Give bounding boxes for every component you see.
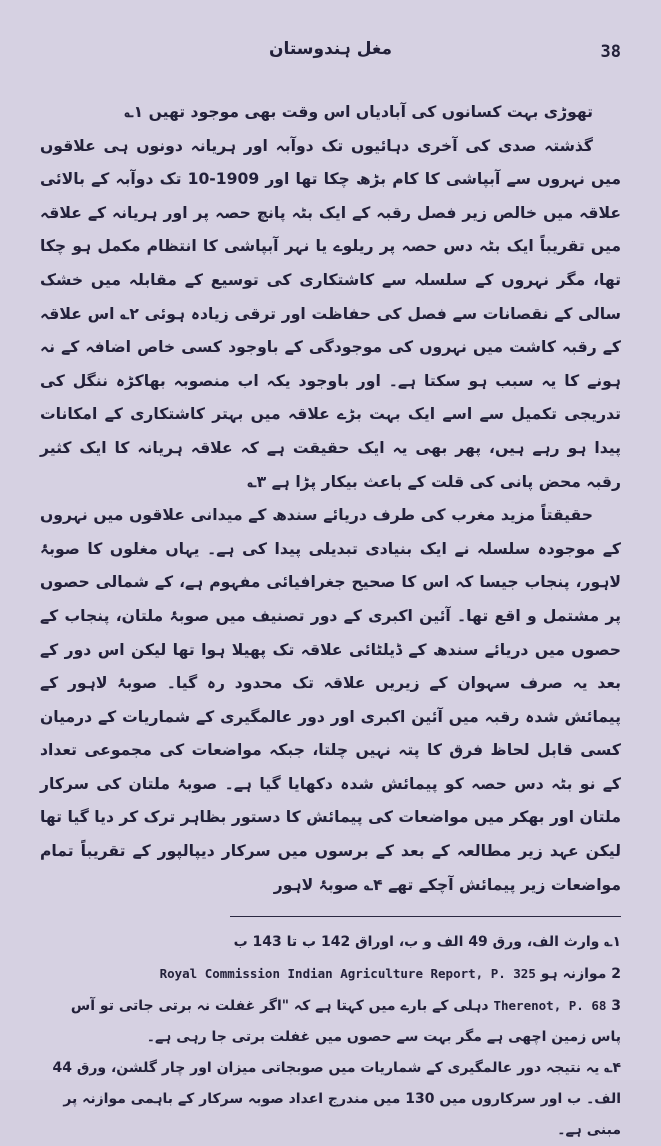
- footnote: [40, 958, 621, 990]
- footnote-marker: ۴؎: [604, 1060, 621, 1077]
- footnote: [40, 927, 621, 958]
- footnote-marker: ۱؎: [604, 934, 621, 951]
- paragraph: تھوڑی بہت کسانوں کی آبادیاں اس وقت بھی موجود تھیں ۱؎: [124, 103, 593, 121]
- running-title: مغل ہندوستان: [268, 39, 393, 59]
- footnote: [40, 1053, 621, 1146]
- footnote-citation: Therenot, P. 68: [493, 998, 607, 1014]
- footnote: [40, 990, 621, 1053]
- footnote-text: موازنہ ہو: [540, 966, 607, 983]
- page-header: [40, 38, 621, 72]
- footnotes: [40, 927, 621, 1146]
- footnote-text: وارث الف، ورق 49 الف و ب، اوراق 142 ب تا 143 ب: [233, 934, 600, 951]
- footnote-divider: [230, 916, 621, 917]
- footnote-citation: Royal Commission Indian Agriculture Report, P. 325: [159, 966, 536, 982]
- footnote-text: دہلی کے بارے میں کہتا ہے کہ "اگر غفلت نہ برتی جاتی تو آس پاس زمین اچھی ہے مگر بہت سے حصوں میں غفلت برتی جا رہی ہے۔: [70, 998, 621, 1046]
- page-number: 38: [600, 42, 621, 62]
- footnote-text: یہ نتیجہ دور عالمگیری کے شماریات میں صوبجاتی میزان اور چار گلشن، ورق 44 الف۔ ب اور سرکاروں میں 130 میں مندرج اعداد صوبہ سرکار کے باہمی موازنہ پر مبنی ہے۔: [52, 1060, 621, 1139]
- main-text: [40, 96, 621, 902]
- footnote-marker: 2: [611, 966, 621, 983]
- footnote-marker: 3: [611, 998, 621, 1015]
- paragraph: حقیقتاً مزید مغرب کی طرف دریائے سندھ کے میدانی علاقوں میں نہروں کے موجودہ سلسلہ نے ایک بنیادی تبدیلی پیدا کی ہے۔ یہاں مغلوں کا صوبۂ لاہور، پنجاب جیسا کہ اس کا صحیح جغرافیائی مفہوم ہے، کے شمالی حصوں پر مشتمل و اقع تھا۔ آئین اکبری کے دور تصنیف میں صوبۂ ملتان، پنجاب کے حصوں میں دریائے سندھ کے ڈیلٹائی علاقہ تک پھیلا ہوا تھا لیکن اس دور کے بعد یہ صرف سہوان کے زیریں علاقہ تک محدود رہ گیا۔ صوبۂ لاہور کے پیمائش شدہ رقبہ میں آئین اکبری اور دور عالمگیری کے شماریات کے درمیان کسی قابل لحاظ فرق کا پتہ نہیں چلتا، جبکہ مواضعات کی مجموعی تعداد کے نو بٹہ دس حصہ کو پیمائش شدہ دکھایا گیا ہے۔ صوبۂ ملتان کی سرکار ملتان اور بھکر میں مواضعات کی پیمائش کا دستور بظاہر ترک کر دیا گیا تھا لیکن عہد زیر مطالعہ کے بعد کے برسوں میں سرکار دیپالپور کے تقریباً تمام مواضعات زیر پیمائش آچکے تھے ۴؎ صوبۂ لاہور: [40, 506, 621, 894]
- paragraph: گذشتہ صدی کی آخری دہائیوں تک دوآبہ اور ہریانہ دونوں ہی علاقوں میں نہروں سے آبپاشی کا کام بڑھ چکا تھا اور 1909-10 تک دوآبہ کے بالائی علاقہ میں خالص زیر فصل رقبہ کے ایک بٹہ پانچ حصہ پر اور ہریانہ کے علاقہ میں تقریباً ایک بٹہ دس حصہ پر ریلوے یا نہر آبپاشی کا انتظام مکمل ہو چکا تھا، مگر نہروں کے سلسلہ سے کاشتکاری کی توسیع کے مقابلہ میں خشک سالی کے نقصانات سے فصل کی حفاظت اور ترقی زیادہ ہوئی ۲؎ اس علاقہ کے رقبہ کاشت میں نہروں کی موجودگی کے باوجود کسی خاص اضافہ کے نہ ہونے کا یہ سبب ہو سکتا ہے۔ اور باوجود یکہ اب منصوبہ بھاکڑہ ننگل کی تدریجی تکمیل سے اسے ایک بہت بڑے علاقہ میں بہتر کاشتکاری کے امکانات پیدا ہو رہے ہیں، پھر بھی یہ ایک حقیقت ہے کہ علاقہ ہریانہ کا ایک کثیر رقبہ محض پانی کی قلت کے باعث بیکار پڑا ہے ۳؎: [40, 136, 621, 491]
